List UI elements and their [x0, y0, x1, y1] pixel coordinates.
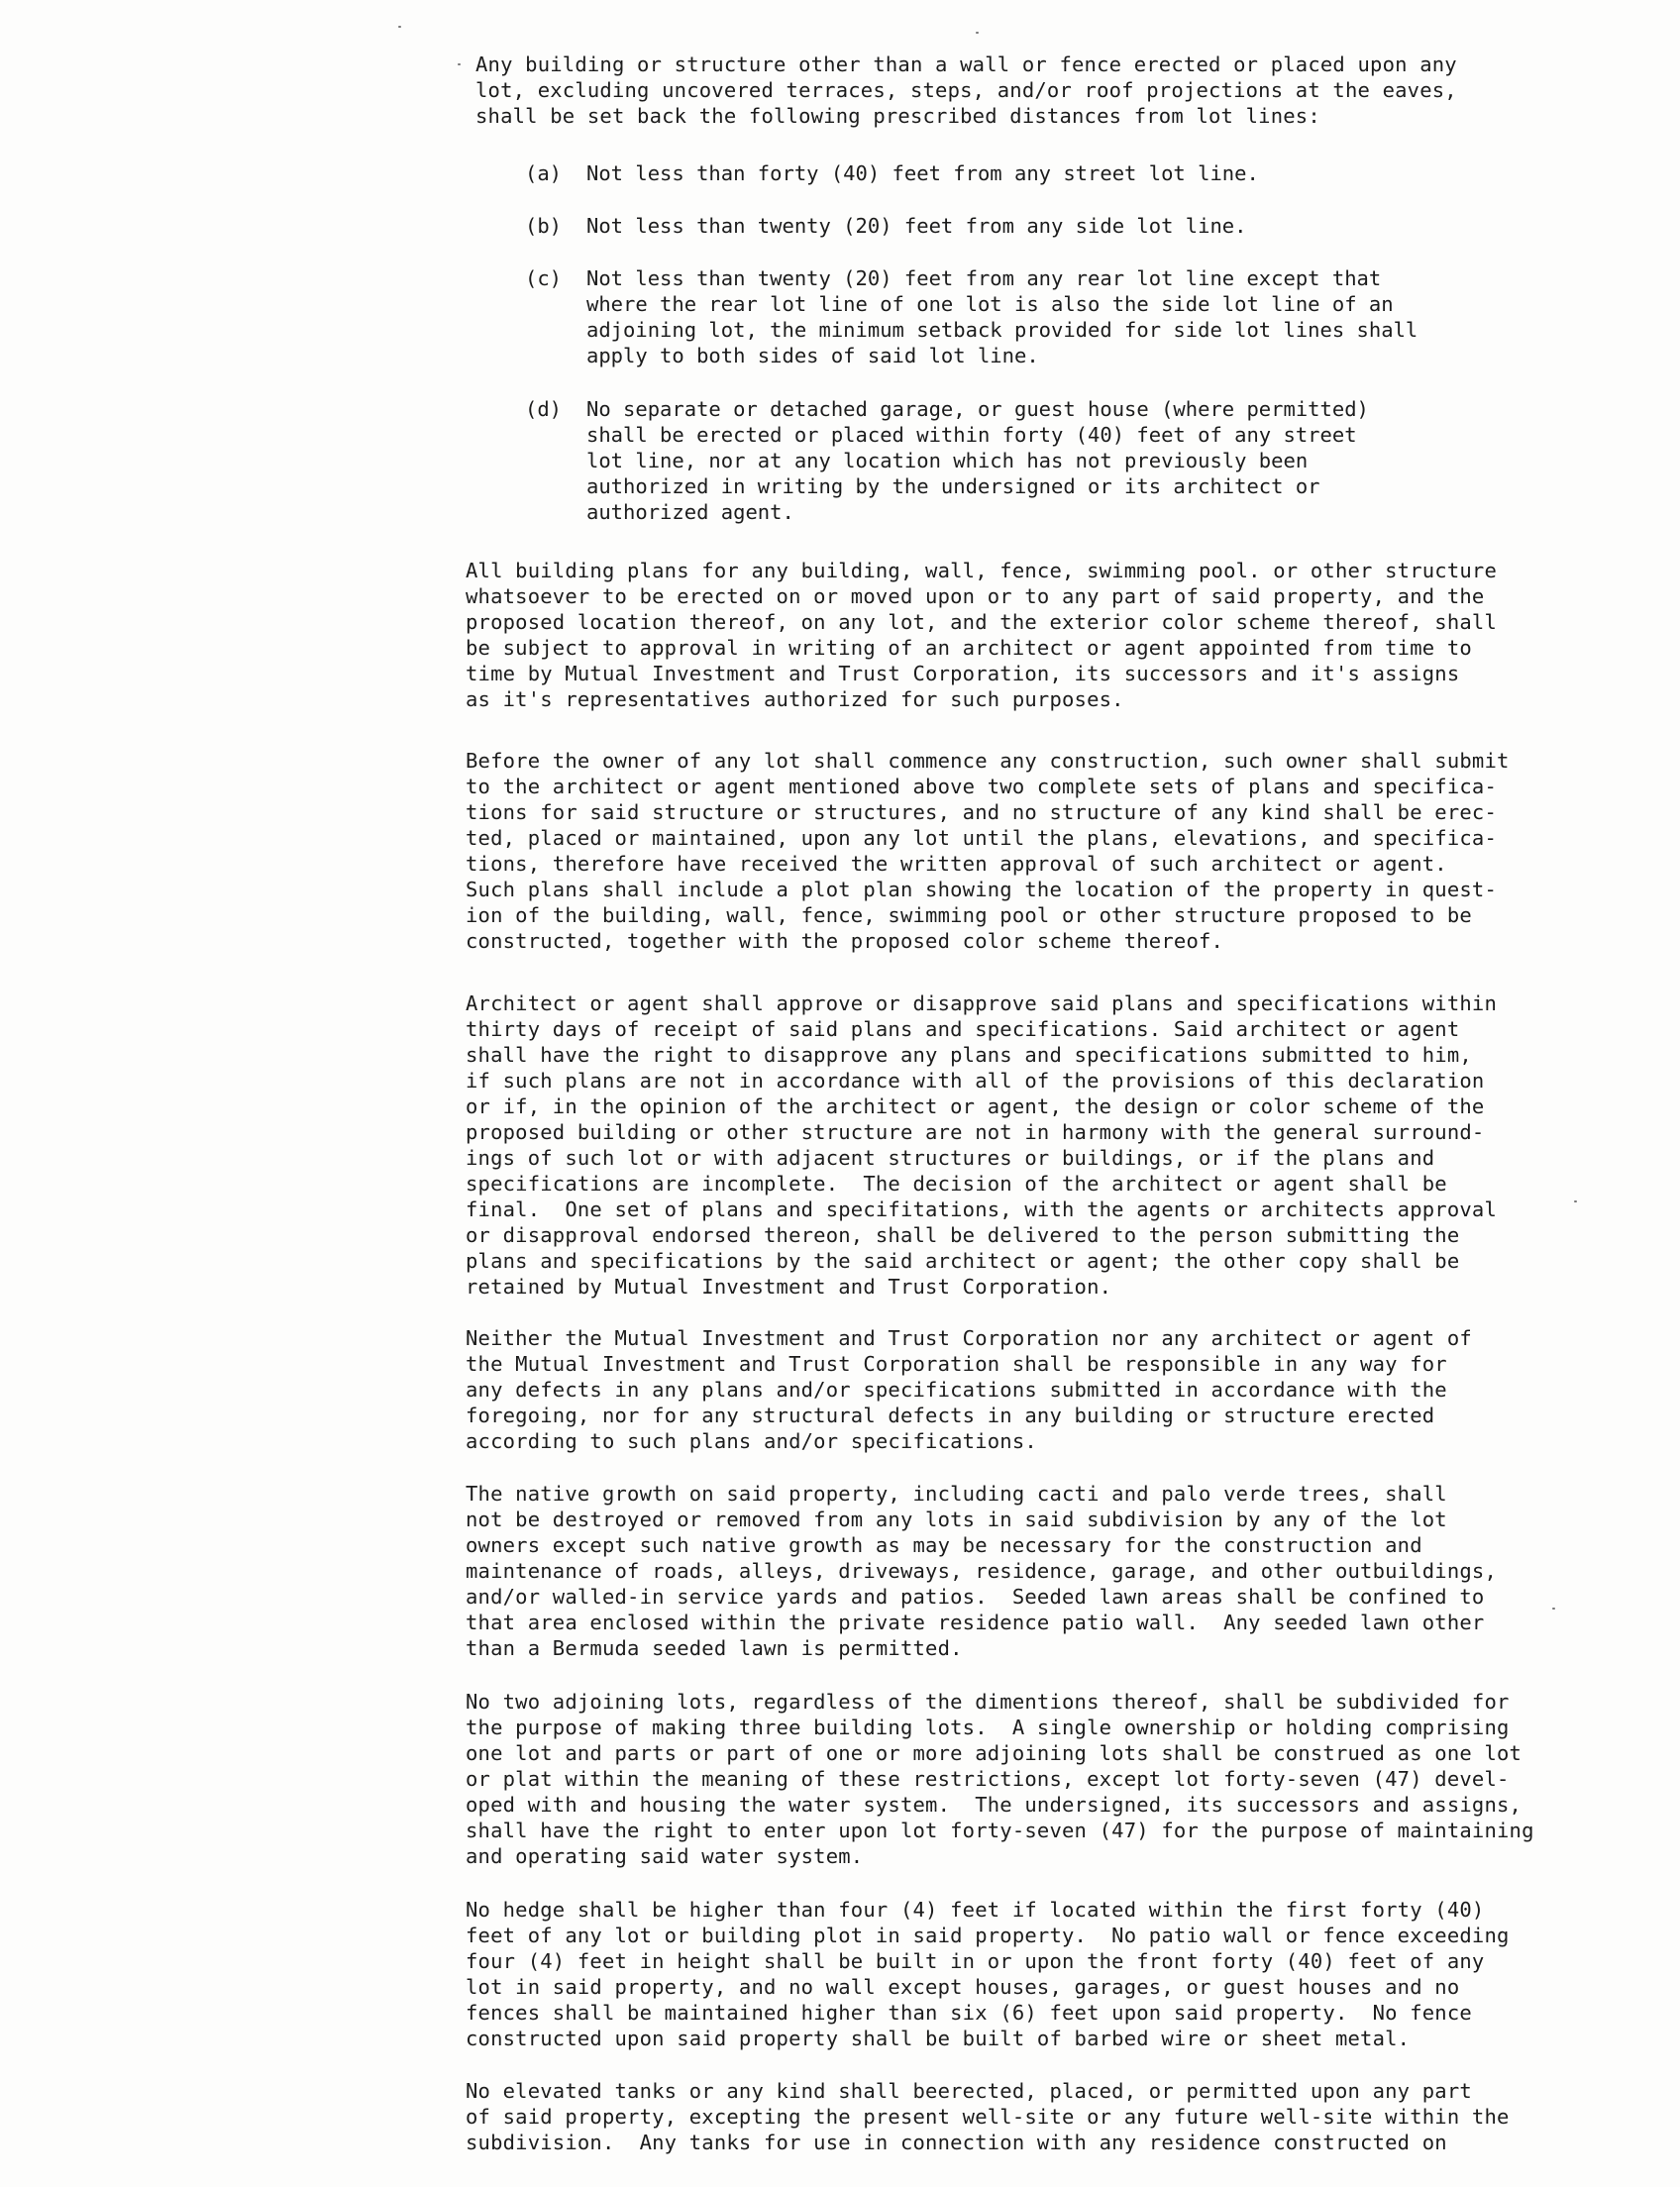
- text-line: authorized agent.: [586, 500, 794, 524]
- text-line: Neither the Mutual Investment and Trust Corporation nor any architect or agent of: [466, 1326, 1472, 1350]
- text-line: Such plans shall include a plot plan showing the location of the property in quest-: [466, 878, 1497, 901]
- text-line: Not less than twenty (20) feet from any side lot line.: [586, 214, 1247, 238]
- text-line: Not less than twenty (20) feet from any rear lot line except that: [586, 266, 1382, 290]
- text-line: one lot and parts or part of one or more adjoining lots shall be construed as one lot: [466, 1741, 1522, 1765]
- text-line: Any building or structure other than a wall or fence erected or placed upon any: [475, 52, 1457, 76]
- text-line: or disapproval endorsed thereon, shall be delivered to the person submitting the: [466, 1223, 1460, 1247]
- item-label: (b): [525, 214, 563, 238]
- text-line: as it's representatives authorized for such purposes.: [466, 687, 1124, 711]
- text-line: lot in said property, and no wall except houses, garages, or guest houses and no: [466, 1975, 1460, 1999]
- text-line: authorized in writing by the undersigned or its architect or: [586, 474, 1320, 498]
- text-line: that area enclosed within the private residence patio wall. Any seeded lawn other: [466, 1611, 1485, 1634]
- text-line: oped with and housing the water system. The undersigned, its successors and assigns,: [466, 1793, 1522, 1817]
- text-line: tions, therefore have received the written approval of such architect or agent.: [466, 852, 1447, 876]
- paragraph-liability: [466, 1325, 1595, 1454]
- text-line: shall be erected or placed within forty (40) feet of any street: [586, 423, 1357, 447]
- paragraph-hedges-walls: [466, 1897, 1595, 2051]
- scan-speck: [976, 32, 979, 34]
- text-line: The native growth on said property, including cacti and palo verde trees, shall: [466, 1482, 1447, 1506]
- text-line: owners except such native growth as may be necessary for the construction and: [466, 1533, 1422, 1557]
- text-line: thirty days of receipt of said plans and specifications. Said architect or agent: [466, 1017, 1460, 1041]
- text-line: proposed location thereof, on any lot, and the exterior color scheme thereof, shall: [466, 610, 1497, 634]
- text-line: if such plans are not in accordance with all of the provisions of this declaration: [466, 1069, 1485, 1093]
- text-line: lot, excluding uncovered terraces, steps, and/or roof projections at the eaves,: [475, 78, 1457, 102]
- text-line: ings of such lot or with adjacent structures or buildings, or if the plans and: [466, 1146, 1435, 1170]
- text-line: subdivision. Any tanks for use in connection with any residence constructed on: [466, 2131, 1447, 2154]
- text-line: be subject to approval in writing of an architect or agent appointed from time to: [466, 636, 1472, 660]
- text-line: plans and specifications by the said architect or agent; the other copy shall be: [466, 1249, 1460, 1273]
- text-line: final. One set of plans and specifitations, with the agents or architects approval: [466, 1198, 1497, 1221]
- paragraph-native-growth: [466, 1481, 1595, 1661]
- text-line: No separate or detached garage, or guest house (where permitted): [586, 397, 1369, 421]
- text-line: any defects in any plans and/or specifications submitted in accordance with the: [466, 1378, 1447, 1402]
- text-line: or if, in the opinion of the architect or agent, the design or color scheme of the: [466, 1094, 1485, 1118]
- text-line: shall have the right to disapprove any plans and specifications submitted to him,: [466, 1043, 1472, 1067]
- text-line: the Mutual Investment and Trust Corporation shall be responsible in any way for: [466, 1352, 1447, 1376]
- scan-speck: [398, 26, 401, 28]
- item-label: (d): [525, 397, 563, 421]
- paragraph-before-construction: [466, 748, 1595, 954]
- text-line: shall have the right to enter upon lot forty-seven (47) for the purpose of maintaining: [466, 1819, 1534, 1842]
- item-label: (a): [525, 161, 563, 185]
- text-line: according to such plans and/or specifications.: [466, 1429, 1037, 1453]
- text-line: constructed, together with the proposed color scheme thereof.: [466, 929, 1224, 953]
- text-line: retained by Mutual Investment and Trust Corporation.: [466, 1275, 1112, 1299]
- text-line: feet of any lot or building plot in said property. No patio wall or fence exceeding: [466, 1924, 1510, 1947]
- text-line: fences shall be maintained higher than six (6) feet upon said property. No fence: [466, 2001, 1472, 2025]
- text-line: specifications are incomplete. The decision of the architect or agent shall be: [466, 1172, 1447, 1196]
- text-line: of said property, excepting the present well-site or any future well-site within the: [466, 2105, 1510, 2129]
- text-line: All building plans for any building, wall, fence, swimming pool. or other structure: [466, 559, 1497, 582]
- text-line: Architect or agent shall approve or disapprove said plans and specifications within: [466, 991, 1497, 1015]
- text-line: than a Bermuda seeded lawn is permitted.: [466, 1636, 963, 1660]
- text-line: time by Mutual Investment and Trust Corporation, its successors and it's assigns: [466, 662, 1460, 685]
- intro-paragraph: [475, 52, 1605, 129]
- paragraph-elevated-tanks: [466, 2078, 1595, 2155]
- text-line: No elevated tanks or any kind shall beerected, placed, or permitted upon any part: [466, 2079, 1472, 2103]
- text-line: or plat within the meaning of these restrictions, except lot forty-seven (47) devel-: [466, 1767, 1510, 1791]
- text-line: maintenance of roads, alleys, driveways, residence, garage, and other outbuildings,: [466, 1559, 1497, 1583]
- text-line: foregoing, nor for any structural defects in any building or structure erected: [466, 1404, 1435, 1427]
- text-line: to the architect or agent mentioned above two complete sets of plans and specifica-: [466, 775, 1497, 798]
- paragraph-adjoining-lots: [466, 1689, 1595, 1869]
- text-line: where the rear lot line of one lot is also the side lot line of an: [586, 292, 1394, 316]
- text-line: four (4) feet in height shall be built in or upon the front forty (40) feet of any: [466, 1949, 1485, 1973]
- text-line: lot line, nor at any location which has not previously been: [586, 449, 1309, 472]
- text-line: ted, placed or maintained, upon any lot until the plans, elevations, and specifica-: [466, 826, 1497, 850]
- text-line: apply to both sides of said lot line.: [586, 344, 1039, 367]
- text-line: adjoining lot, the minimum setback provided for side lot lines shall: [586, 318, 1418, 342]
- scan-speck: [458, 63, 461, 65]
- paragraph-building-plans: [466, 558, 1595, 712]
- text-line: tions for said structure or structures, and no structure of any kind shall be erec-: [466, 800, 1497, 824]
- text-line: the purpose of making three building lots. A single ownership or holding comprising: [466, 1716, 1510, 1739]
- item-label: (c): [525, 266, 563, 290]
- text-line: and operating said water system.: [466, 1844, 864, 1868]
- text-line: ion of the building, wall, fence, swimming pool or other structure proposed to be: [466, 903, 1472, 927]
- text-line: No two adjoining lots, regardless of the dimentions thereof, shall be subdivided for: [466, 1690, 1510, 1714]
- text-line: whatsoever to be erected on or moved upon or to any part of said property, and the: [466, 584, 1485, 608]
- text-line: Before the owner of any lot shall commence any construction, such owner shall submit: [466, 749, 1510, 773]
- text-line: Not less than forty (40) feet from any street lot line.: [586, 161, 1259, 185]
- text-line: not be destroyed or removed from any lots in said subdivision by any of the lot: [466, 1508, 1447, 1531]
- text-line: and/or walled-in service yards and patios. Seeded lawn areas shall be confined to: [466, 1585, 1485, 1609]
- text-line: No hedge shall be higher than four (4) feet if located within the first forty (40): [466, 1898, 1485, 1922]
- text-line: proposed building or other structure are not in harmony with the general surround-: [466, 1120, 1485, 1144]
- text-line: constructed upon said property shall be built of barbed wire or sheet metal.: [466, 2027, 1411, 2050]
- text-line: shall be set back the following prescribed distances from lot lines:: [475, 104, 1320, 128]
- paragraph-architect-approval: [466, 990, 1595, 1300]
